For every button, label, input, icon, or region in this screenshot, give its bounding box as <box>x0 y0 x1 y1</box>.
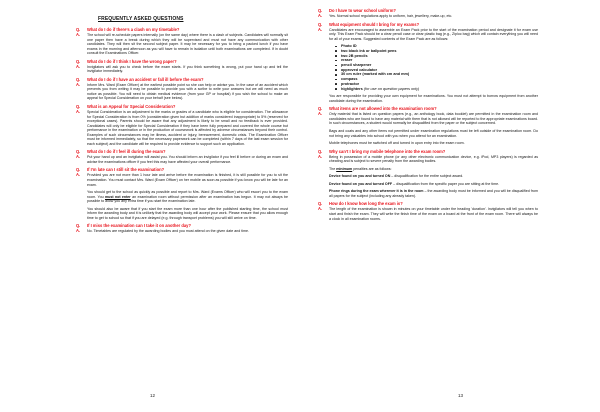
answer <box>76 110 288 146</box>
answer <box>318 14 538 19</box>
a-label: A. <box>318 26 323 32</box>
faq-uniform <box>318 8 538 19</box>
answer-text: No. Timetables are regulated by the awarding bodies and you must attend on the given date and time. <box>87 229 250 234</box>
q-label: Q. <box>318 106 323 112</box>
answer <box>318 112 538 145</box>
list-item: two black ink or ballpoint pens <box>335 49 538 54</box>
list-item-label: highlighters <box>341 86 363 91</box>
question-text: If I’m late can I still sit the examination? <box>87 167 165 173</box>
question-text: If I miss the examination can I take it on another day? <box>87 223 191 229</box>
faq-special-consideration <box>76 104 288 146</box>
answer <box>76 229 288 234</box>
penalty <box>329 182 538 187</box>
answer-text: Mobile telephones must be switched off and turned in upon entry into the exam room. <box>329 141 465 146</box>
a-label: A. <box>318 153 323 159</box>
q-label: Q. <box>76 58 81 64</box>
answer <box>318 207 538 221</box>
list-item: 30 cm ruler (marked with cm and mm) <box>335 72 538 77</box>
question <box>318 149 538 154</box>
answer <box>318 28 538 104</box>
faq-wrong-paper <box>76 59 288 74</box>
penalty-condition: Device found on you and turned ON <box>329 174 391 179</box>
question <box>76 223 288 228</box>
question <box>318 106 538 111</box>
q-label: Q. <box>318 8 323 13</box>
a-label: A. <box>318 111 323 117</box>
a-label: A. <box>76 172 81 178</box>
answer-text: Invigilators will ask you to check before the exam starts. If you think something is wrong, put your hand up and tell the invigilator immediately. <box>87 64 288 74</box>
answer-text: Provided you are not more than 1 hour late and arrive before the examination is finished, it is still possible for you to sit the examination. You must contact Mrs. Ward (Exam Officer) on her mobile as soon as possible if you know you will be late for an exam. <box>87 173 288 187</box>
q-label: Q. <box>318 201 323 207</box>
list-item: protractor <box>335 82 538 87</box>
answer-text: Being in possession of a mobile phone (or any other electronic communication device, e.g. iPod, MP3 players) is regarded as cheating and is subject to severe penalty from the awarding bodies. <box>329 154 538 164</box>
penalties-intro <box>329 167 538 172</box>
answer-text-escort-body: You should get to the school as quickly as possible and report to Mrs. Ward (Exams Officer) who will escort you to the exam room. You must not enter an examination room without permission after an examination has begun. It may not always be possible to allow you any extra time if you start the examination late. <box>87 190 288 204</box>
faq-exam-length <box>318 201 538 221</box>
question-text: Do I have to wear school uniform? <box>329 8 396 13</box>
q-label: Q. <box>318 148 323 154</box>
text: penalties are as follows: <box>353 166 392 171</box>
page-number-right: 13 <box>458 393 464 398</box>
question-text: Why can’t I bring my mobile telephone into the exam room? <box>329 148 446 154</box>
a-label: A. <box>76 63 81 69</box>
penalty <box>329 189 538 198</box>
answer-text: Put your hand up and an invigilator will assist you. You should inform an invigilator if you feel ill before or during an exam and advise the examinations officer if you feel this may have affected your overall performance. <box>87 155 288 164</box>
a-label: A. <box>318 13 323 18</box>
page-number-left: 12 <box>150 393 156 398</box>
list-item-highlighters <box>335 87 538 92</box>
answer <box>76 83 288 101</box>
answer-text: Only material that is listed on question papers (e.g., an anthology book, data booklet) are permitted in the examination room and candidates who are found to have any material with them that is not allowed will be reported to the appropriate examinations board. In such circumstances, a student would normally be disqualified from the paper or the subject concerned. <box>329 112 538 126</box>
question-text: How do I know how long the exam is? <box>329 201 403 207</box>
penalty-condition: Phone rings during the exam wherever it is in the room <box>329 189 424 194</box>
answer <box>76 65 288 74</box>
list-item-note: (for use on question papers only) <box>363 86 420 91</box>
faq-late <box>76 167 288 220</box>
faq-equipment <box>318 22 538 104</box>
a-label: A. <box>76 81 81 87</box>
a-label: A. <box>76 32 81 37</box>
answer-text: The length of the examination is shown in minutes on your timetable under the heading 'duration'. Invigilators will tell you when to start and finish the exam. They will write the finish time of the exam on a board at the front of the exam room. There will always be a clock in all examination rooms. <box>329 207 538 221</box>
question <box>318 22 538 27</box>
faq-ill-during-exam <box>76 149 288 164</box>
question <box>318 8 538 13</box>
answer-text: Special Consideration is an adjustment to the marks or grades of a candidate who is eligible for consideration. The allowance for Special Consideration is from 0% (consideration given but addition of marks considered inappropriate) to 5% (reserved for exceptional cases). Parents should be aware that any adjustment is likely to be small and no feedback is ever provided. Candidates will only be eligible for Special Consideration if they have been fully prepared and covered the whole course but performance in the examination or in the production of coursework is affected by adverse circumstances beyond their control. Examples of such circumstances may be illness, accident or injury, bereavement, domestic crisis. The Examination Officer must be informed immediately, so that the necessary paperwork can be completed (within 7 days of the last exam session for each subject) and the candidate will be required to provide evidence to support such an application. <box>87 110 288 146</box>
list-item: two 2B pencils <box>335 54 538 59</box>
q-label: Q. <box>76 76 81 82</box>
right-page <box>300 0 600 412</box>
penalty-result: – disqualification for the entire subject award. <box>390 174 464 179</box>
question <box>318 201 538 206</box>
question-text: What do I do if there’s a clash on my timetable? <box>87 27 180 32</box>
list-item: approved calculator <box>335 68 538 73</box>
a-label: A. <box>76 109 81 115</box>
q-label: Q. <box>76 27 81 32</box>
penalty-result: – the awarding body must be informed and you will be disqualified from all papers for the subject (including any already taken). <box>329 189 538 198</box>
q-label: Q. <box>76 167 81 173</box>
question <box>76 27 288 32</box>
q-label: Q. <box>318 21 323 27</box>
answer-text: Inform Mrs. Ward (Exam Officer) at the earliest possible point so she can help or advise you. In the case of an accident which prevents you from writing it may be possible to provide you with a scribe to write your answers but we will need as much notice as possible. You will need to obtain medical evidence (from your GP or hospital) if you wish the school to make an appeal for Special Consideration on your behalf (see below). <box>87 82 288 101</box>
faq-missed-exam <box>76 223 288 234</box>
text: The <box>329 166 336 171</box>
list-item: Photo ID <box>335 44 538 49</box>
faq-mobile-phone <box>318 149 538 199</box>
answer-text: Yes. Normal school regulations apply to uniform, hair, jewellery, make-up, etc. <box>329 14 453 18</box>
exam-pack-list <box>329 44 538 91</box>
penalty <box>329 174 538 179</box>
question <box>76 149 288 154</box>
answer <box>318 155 538 199</box>
answer <box>76 155 288 164</box>
emphasis-must-not-enter: must not enter <box>104 194 131 199</box>
q-label: Q. <box>76 149 81 155</box>
answer-text-escort <box>87 190 288 204</box>
penalty-result: – disqualification from the specific paper you are sitting at the time. <box>392 181 500 186</box>
question-text: What do I do if I feel ill during the exam? <box>87 149 166 155</box>
faq-accident-illness <box>76 77 288 101</box>
penalty-condition: Device found on you and turned OFF <box>329 181 393 186</box>
question-text: What items are not allowed into the examination room? <box>329 106 437 112</box>
answer-text: You should also be aware that if you start the exam more than one hour after the published starting time, the school must inform the awarding body and it is unlikely that the awarding body will accept your work. Please ensure that you allow enough time to get to school so that if you are delayed (e.g. through transport problems) you will still arrive on time. <box>87 206 288 220</box>
list-item: pencil sharpener <box>335 63 538 68</box>
text-emphasis: minimum <box>336 166 353 171</box>
question <box>76 59 288 64</box>
question-text: What do I do if I think I have the wrong paper? <box>87 58 177 64</box>
q-label: Q. <box>76 223 81 229</box>
question-text: What equipment should I bring for my exams? <box>329 21 420 27</box>
answer-text: You are responsible for providing your own equipment for examinations. You must not attempt to borrow equipment from another candidate during the examination. <box>329 94 538 103</box>
question-text: What do I do if I have an accident or fall ill before the exam? <box>87 76 204 82</box>
answer <box>76 33 288 56</box>
answer <box>76 173 288 220</box>
a-label: A. <box>76 154 81 160</box>
answer-text: Bags and coats and any other items not permitted under examination regulations must be left outside of the examination room. Do not bring any valuables into school with you when you attend for an examination. <box>329 128 538 138</box>
a-label: A. <box>76 228 81 234</box>
page-title: FREQUENTLY ASKED QUESTIONS <box>98 16 184 22</box>
answer-text: The school will re-schedule papers internally (on the same day) where there is a clash of subjects. Candidates will normally sit one paper then have a break during which they will be supervised and must not have any communication with other candidates. They will then sit the second subject paper. It may be necessary for you to bring a packed lunch if you have exams in the morning and afternoon as you will have to remain in isolation until both examinations are completed. If in doubt consult the Examinations Officer. <box>87 33 288 56</box>
question <box>76 77 288 82</box>
q-label: Q. <box>76 104 81 110</box>
question-text: What is an Appeal for Special Consideration? <box>87 104 176 110</box>
question <box>76 167 288 172</box>
question <box>76 104 288 109</box>
list-item: compass <box>335 77 538 82</box>
faq-items-not-allowed <box>318 106 538 145</box>
answer-text: Candidates are encouraged to assemble an Exam Pack prior to the start of the examination period and designate it for exam use only. This Exam Pack should be a clear pencil case or clear plastic bag (e.g., Ziploc bag) which will contain everything you will need for all of your exams. Suggested contents of the Exam Pack are as follows: <box>329 27 538 41</box>
list-item: eraser <box>335 58 538 63</box>
a-label: A. <box>318 206 323 212</box>
faq-timetable-clash <box>76 27 288 56</box>
